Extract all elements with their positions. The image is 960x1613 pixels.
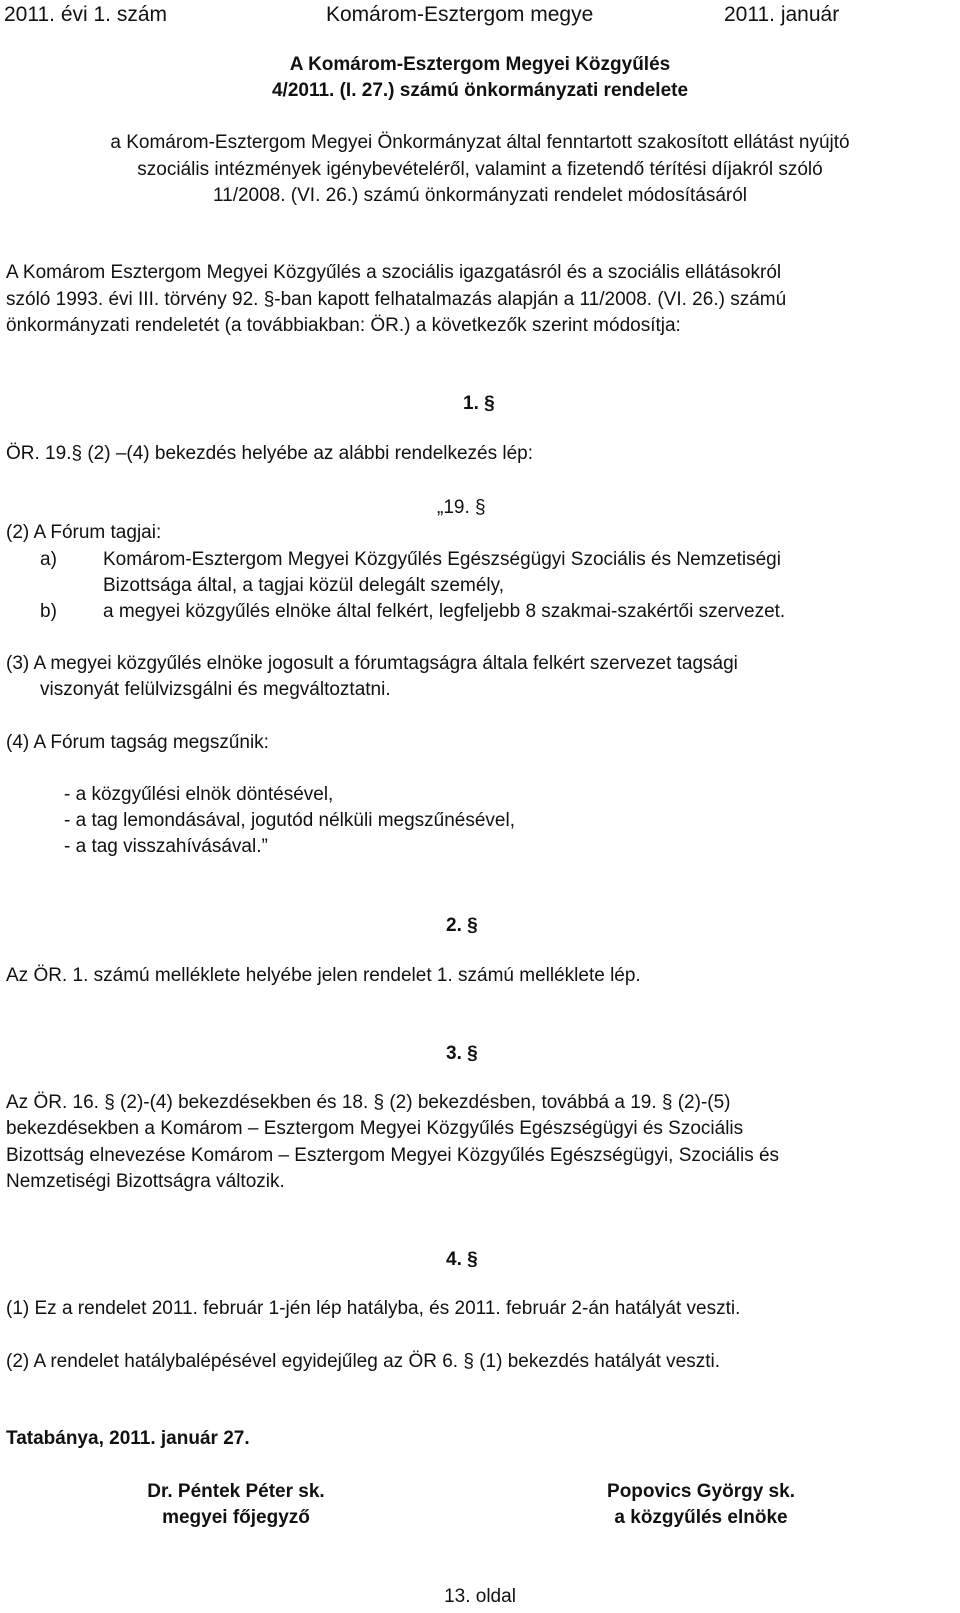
item-a-line1: Komárom-Esztergom Megyei Közgyűlés Egészségügyi Szociális és Nemzetiségi: [103, 549, 781, 570]
item-b-text: a megyei közgyűlés elnöke által felkért, legfeljebb 8 szakmai-szakértői szervezet.: [103, 601, 786, 622]
list-item: - a tag lemondásával, jogutód nélküli megszűnésével,: [64, 810, 515, 831]
paragraph3-line1: (3) A megyei közgyűlés elnöke jogosult a fórumtagságra általa felkért szervezet tagsági: [6, 653, 738, 674]
preamble-line3: önkormányzati rendeletét (a továbbiakban: ÖR.) a következők szerint módosítja:: [6, 315, 681, 336]
list-item: - a tag visszahívásával.”: [64, 836, 268, 857]
list-item: - a közgyűlési elnök döntésével,: [64, 784, 334, 805]
section3-line2: bekezdésekben a Komárom – Esztergom Megyei Közgyűlés Egészségügyi és Szociális: [6, 1118, 744, 1139]
paragraph3-line2: viszonyát felülvizsgálni és megváltoztatni.: [40, 679, 391, 700]
section4-p2: (2) A rendelet hatálybalépésével egyidejűleg az ÖR 6. § (1) bekezdés hatályát veszti.: [6, 1351, 720, 1372]
signature-role-left: megyei főjegyző: [162, 1507, 310, 1528]
item-b-label: b): [40, 601, 57, 622]
title-line1: A Komárom-Esztergom Megyei Közgyűlés: [289, 54, 671, 75]
section4-heading: 4. §: [446, 1249, 478, 1270]
paragraph2-label: (2) A Fórum tagjai:: [6, 522, 162, 543]
signature-name-right: Popovics György sk.: [607, 1481, 795, 1502]
section4-p1: (1) Ez a rendelet 2011. február 1-jén lép hatályba, és 2011. február 2-án hatályát veszti.: [6, 1298, 741, 1319]
section3-line4: Nemzetiségi Bizottságra változik.: [6, 1171, 285, 1192]
quote-heading: „19. §: [437, 497, 486, 518]
paragraph4-label: (4) A Fórum tagság megszűnik:: [6, 732, 269, 753]
signature-name-left: Dr. Péntek Péter sk.: [147, 1481, 325, 1502]
subtitle-line2: szociális intézmények igénybevételéről, valamint a fizetendő térítési díjakról szóló: [137, 159, 823, 180]
place-date: Tatabánya, 2011. január 27.: [6, 1428, 250, 1449]
title-line2: 4/2011. (I. 27.) számú önkormányzati rendelete: [271, 80, 689, 101]
section1-heading: 1. §: [463, 393, 495, 414]
signature-role-right: a közgyűlés elnöke: [614, 1507, 788, 1528]
subtitle-line3: 11/2008. (VI. 26.) számú önkormányzati rendelet módosításáról: [212, 185, 748, 206]
section3-heading: 3. §: [446, 1043, 478, 1064]
section2-heading: 2. §: [446, 915, 478, 936]
section1-intro: ÖR. 19.§ (2) –(4) bekezdés helyébe az alábbi rendelkezés lép:: [6, 443, 534, 464]
subtitle-line1: a Komárom-Esztergom Megyei Önkormányzat által fenntartott szakosított ellátást nyújtó: [110, 132, 850, 153]
section3-line1: Az ÖR. 16. § (2)-(4) bekezdésekben és 18. § (2) bekezdésben, továbbá a 19. § (2)-(5): [6, 1092, 731, 1113]
item-a-line2: Bizottsága által, a tagjai közül delegált személy,: [103, 575, 504, 596]
section3-line3: Bizottság elnevezése Komárom – Esztergom Megyei Közgyűlés Egészségügyi, Szociális és: [6, 1145, 780, 1166]
item-a-label: a): [40, 549, 57, 570]
header-county: Komárom-Esztergom megye: [326, 3, 594, 26]
preamble-line1: A Komárom Esztergom Megyei Közgyűlés a szociális igazgatásról és a szociális ellátásokról: [6, 262, 782, 283]
header-issue: 2011. évi 1. szám: [4, 3, 168, 26]
preamble-line2: szóló 1993. évi III. törvény 92. §-ban kapott felhatalmazás alapján a 11/2008. (VI. 26.) számú: [6, 289, 787, 310]
page-number: 13. oldal: [444, 1586, 516, 1607]
section2-text: Az ÖR. 1. számú melléklete helyébe jelen rendelet 1. számú melléklete lép.: [6, 965, 641, 986]
header-date: 2011. január: [724, 3, 840, 26]
